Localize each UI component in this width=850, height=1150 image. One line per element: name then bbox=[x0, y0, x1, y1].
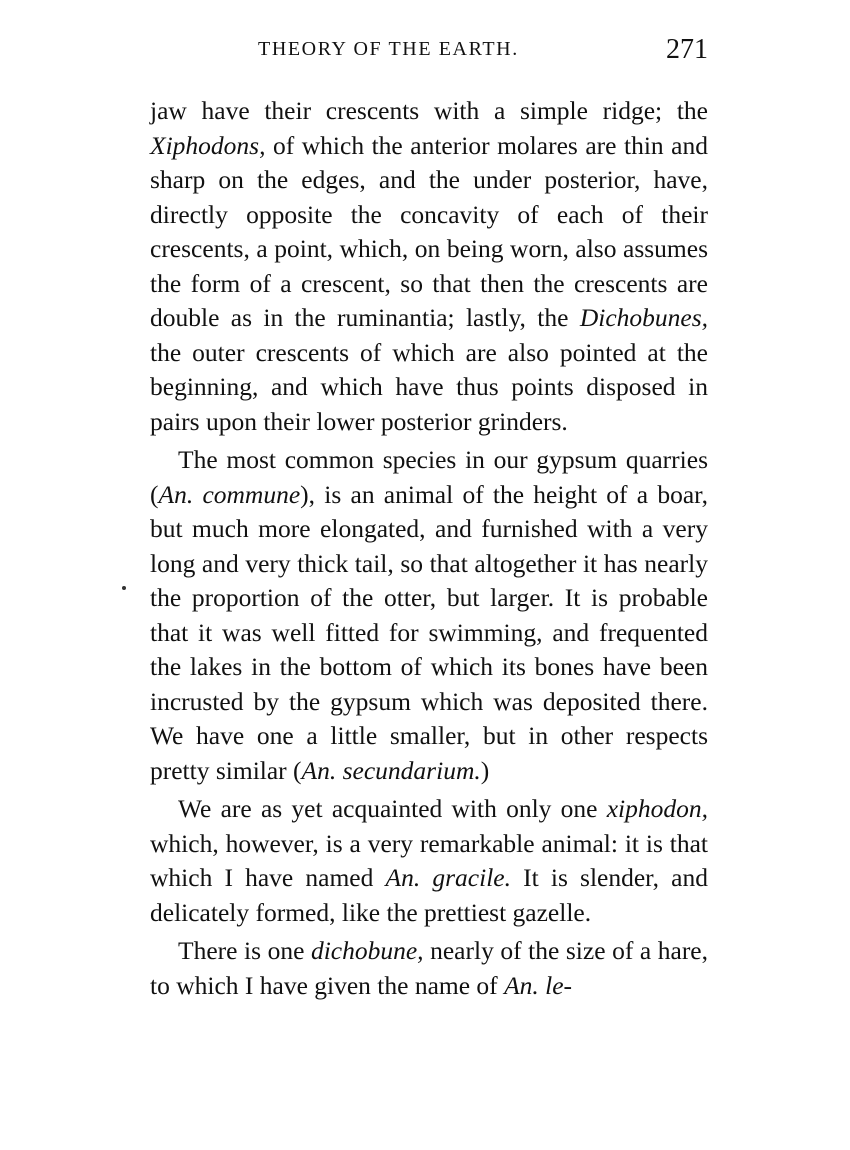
italic-term: An. commune bbox=[158, 479, 301, 509]
body-text bbox=[150, 94, 708, 1003]
page-number: 271 bbox=[666, 34, 708, 65]
paragraph-3 bbox=[150, 792, 708, 930]
text-run: jaw have their crescents with a simple ridge; the bbox=[150, 96, 708, 125]
text-run: nearly of the size of a hare, to which I have given the name of bbox=[150, 936, 708, 1000]
italic-term: Dichobunes, bbox=[579, 303, 708, 332]
italic-term: An. secundarium. bbox=[301, 755, 481, 785]
text-run: of which the anterior molares are thin and sharp on the edges, and the under posterior, have, directly opposite the concavity of each of their crescents, a point, which, on being worn, also assumes the form of a crescent, so that then the crescents are double as in the ruminantia; lastly, the bbox=[150, 130, 708, 332]
italic-term: dichobune, bbox=[310, 936, 424, 965]
text-run: It is slender, and delicately formed, like the prettiest gazelle. bbox=[150, 863, 708, 927]
paragraph-1 bbox=[150, 94, 708, 439]
text-run: which, however, is a very remarkable animal: it is that which I have named bbox=[150, 828, 708, 892]
text-run: The most common species in our gypsum quarries ( bbox=[150, 445, 708, 509]
paragraph-2 bbox=[150, 443, 708, 788]
text-run: the outer crescents of which are also pointed at the beginning, and which have thus points disposed in pairs upon their lower posterior grinders. bbox=[150, 337, 708, 436]
text-run: ) bbox=[480, 755, 490, 785]
text-run: There is one bbox=[178, 936, 311, 965]
running-title: THEORY OF THE EARTH. bbox=[258, 38, 519, 60]
italic-term: An. gracile. bbox=[385, 863, 511, 892]
italic-term: An. le- bbox=[504, 970, 573, 1000]
margin-mark bbox=[122, 586, 126, 590]
paragraph-4 bbox=[150, 934, 708, 1003]
running-head bbox=[150, 34, 708, 70]
text-run: We are as yet acquainted with only one bbox=[178, 794, 607, 823]
italic-term: Xiphodons, bbox=[150, 130, 266, 160]
text-run: ), is an animal of the height of a boar, but much more elongated, and furnished with a very long and very thick tail, so that altogether it has nearly the proportion of the otter, but larger. It is probable that it was well fitted for swimming, and frequented the lakes in the bottom of which its bones have been incrusted by the gypsum which was deposited there. We have one a little smaller, but in other respects pretty similar ( bbox=[150, 479, 708, 785]
italic-term: xiphodon, bbox=[606, 794, 708, 823]
